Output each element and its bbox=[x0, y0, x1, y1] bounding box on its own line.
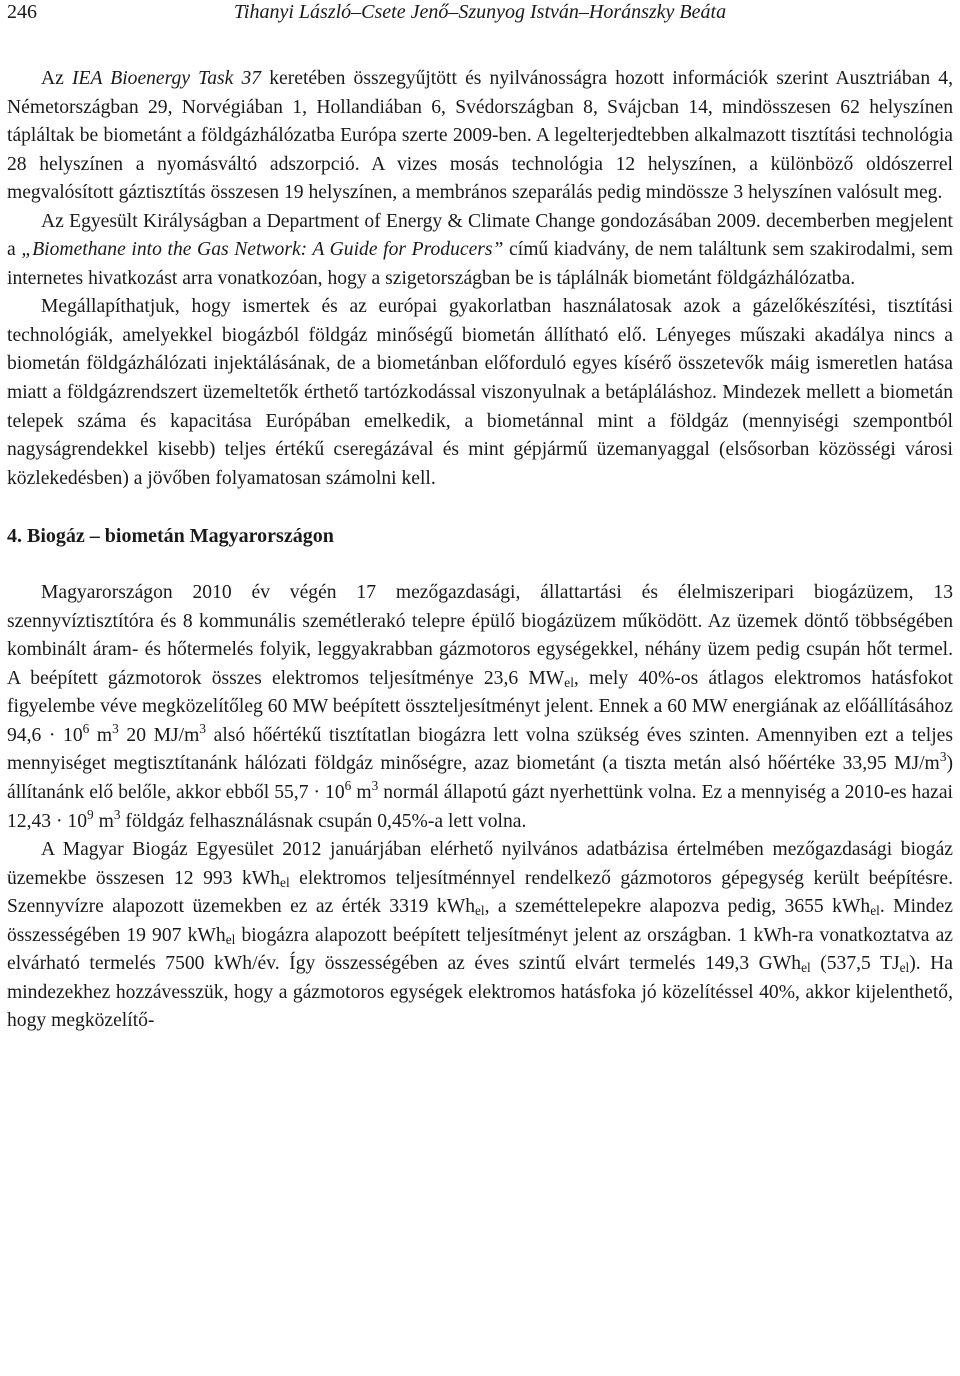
paragraph-hungary-2010 bbox=[7, 579, 953, 836]
superscript: 3 bbox=[371, 778, 379, 794]
text-run: . Mindez összességében 19 907 kWh bbox=[7, 896, 953, 946]
text-run: című kiadvány, de nem találtunk sem szakirodalmi, sem internetes hivatkozást arra vonatkozóan, hogy a szigetországban be is táplálnák biometánt földgázhálózatba. bbox=[7, 239, 953, 289]
text-run: , a szeméttelepekre alapozva pedig, 3655 kWh bbox=[484, 896, 871, 918]
paragraph-biogas-association bbox=[7, 836, 953, 1036]
superscript: 3 bbox=[113, 806, 121, 822]
text-run: elektromos teljesítménnyel rendelkező gázmotoros gépegység került beépítésre. Szennyvízre alapozott üzemekben ez az érték 3319 kWh bbox=[7, 867, 953, 918]
text-run: 20 MJ/m bbox=[118, 724, 200, 746]
running-head: Tihanyi László–Csete Jenő–Szunyog István–Horánszky Beáta bbox=[233, 1, 727, 23]
text-run: alsó hőértékű tisztítatlan biogázra lett volna szükség éves szinten. Amennyiben ezt a teljes mennyiséget megtisztítanánk hálózati földgáz minőségre, azaz biometánt (a tiszta metán alsó hőértéke 33,95 MJ/m bbox=[7, 724, 953, 775]
text-run: ) állítanánk elő belőle, akkor ebből 55,7 · 10 bbox=[7, 753, 953, 804]
text-run: földgáz felhasználásnak csupán 0,45%-a lett volna. bbox=[120, 810, 527, 832]
section-heading: 4. Biogáz – biometán Magyarországon bbox=[7, 525, 334, 548]
text-run: biogázra alapozott beépített teljesítményt jelent az országban. 1 kWh-ra vonatkoztatva az elvárható termelés 7500 kWh/év. Így összességében az éves szintű elvárt termelés 149,3 GWh bbox=[7, 924, 953, 975]
body-text bbox=[7, 65, 953, 1036]
text-run: Az bbox=[41, 68, 72, 89]
subscript: el bbox=[870, 903, 880, 919]
superscript: 9 bbox=[87, 806, 94, 822]
text-run: Magyarországon 2010 év végén 17 mezőgazdasági, állattartási és élelmiszeripari biogázüzem, 13 szennyvíztisztítóra és 8 kommunális szemétlerakó telepre épülő biogázüzem működött. Az üzemek döntő többségében kombinált áram- és hőtermelés folyik, leggyakrabban gázmotoros egységekkel, néhány üzem pedig csupán hőt termel. A beépített gázmotorok összes elektromos teljesítménye 23,6 MW bbox=[7, 582, 953, 689]
paragraph-conclusion: Megállapíthatjuk, hogy ismertek és az európai gyakorlatban használatosak azok a gázelőkészítési, tisztítási technológiák, amelyekkel biogázból földgáz minőségű biometán állítható elő. Lényeges műszaki akadálya nincs a biometán földgázhálózati injektálásának, de a biometánban előforduló egyes kísérő összetevők máig ismeretlen hatása miatt a földgázrendszert üzemeltetők érthető tartózkodással viszonyulnak a betápláláshoz. Mindezek mellett a biometán telepek száma és kapacitása Európában emelkedik, a biometánnal mint a földgáz (mennyiségi szempontból nagyságrendekkel kisebb) teljes értékű cseregázával és mint gépjármű üzemanyaggal (elsősorban közösségi városi közlekedésben) a jövőben folyamatosan számolni kell. bbox=[7, 296, 953, 489]
text-run: m bbox=[351, 782, 372, 804]
italic-publication-title: „Biomethane into the Gas Network: A Guide for Producers” bbox=[21, 239, 504, 261]
text-run: m bbox=[93, 810, 114, 832]
subscript: el bbox=[475, 903, 485, 919]
text-run: (537,5 TJ bbox=[810, 953, 900, 975]
subscript: el bbox=[801, 960, 811, 976]
subscript: el bbox=[899, 960, 910, 976]
paragraph-uk-guide bbox=[7, 208, 953, 294]
text-run: Az Egyesült Királyságban a Department of Energy & Climate Change gondozásában 2009. decemberben megjelent a bbox=[7, 210, 953, 261]
superscript: 3 bbox=[199, 720, 207, 736]
page-header bbox=[7, 0, 953, 27]
subscript: el bbox=[564, 674, 574, 690]
subscript: el bbox=[280, 874, 290, 890]
text-run: A Magyar Biogáz Egyesület 2012 januárjában elérhető nyilvános adatbázisa értelmében mezőgazdasági biogáz üzemekbe összesen 12 993 kWh bbox=[7, 839, 953, 889]
italic-iea-task: IEA Bioenergy Task 37 bbox=[71, 68, 262, 89]
text-run: normál állapotú gázt nyerhettünk volna. Ez a mennyiség a 2010-es hazai 12,43 · 10 bbox=[7, 782, 953, 832]
superscript: 3 bbox=[112, 720, 119, 736]
superscript: 3 bbox=[939, 749, 947, 765]
text-run: keretében összegyűjtött és nyilvánosságra hozott információk szerint Ausztriában 4, Németországban 29, Norvégiában 1, Hollandiában 6, Svédországban 8, Svájcban 14, mindösszesen 62 helyszínen tápláltak be biometánt a földgázhálózatba Európa szerte 2009-ben. A legelterjedtebben alkalmazott tisztítási technológia 28 helyszínen a nyomásváltó adszorpció. A vizes mosás technológia 12 helyszínen, a különböző oldószerrel megvalósított gáztisztítás összesen 19 helyszínen, a membrános szeparálás pedig mindössze 3 helyszínen valósult meg. bbox=[7, 68, 953, 204]
subscript: el bbox=[225, 931, 236, 947]
superscript: 6 bbox=[344, 778, 352, 794]
text-run: , mely 40%-os átlagos elektromos hatásfokot figyelembe véve megközelítőleg 60 MW beépített összteljesítményt jelent. Ennek a 60 MW energiának az előállításához 94,6 · 10 bbox=[7, 667, 953, 746]
superscript: 6 bbox=[82, 720, 90, 736]
page-number: 246 bbox=[7, 1, 37, 23]
text-run: m bbox=[89, 724, 113, 746]
paragraph-iea-bioenergy bbox=[7, 65, 953, 208]
text-run: ). Ha mindezekhez hozzávesszük, hogy a gázmotoros egységek elektromos hatásfoka jó közelítéssel 40%, akkor kijelenthető, hogy megközelítő- bbox=[7, 953, 953, 1032]
